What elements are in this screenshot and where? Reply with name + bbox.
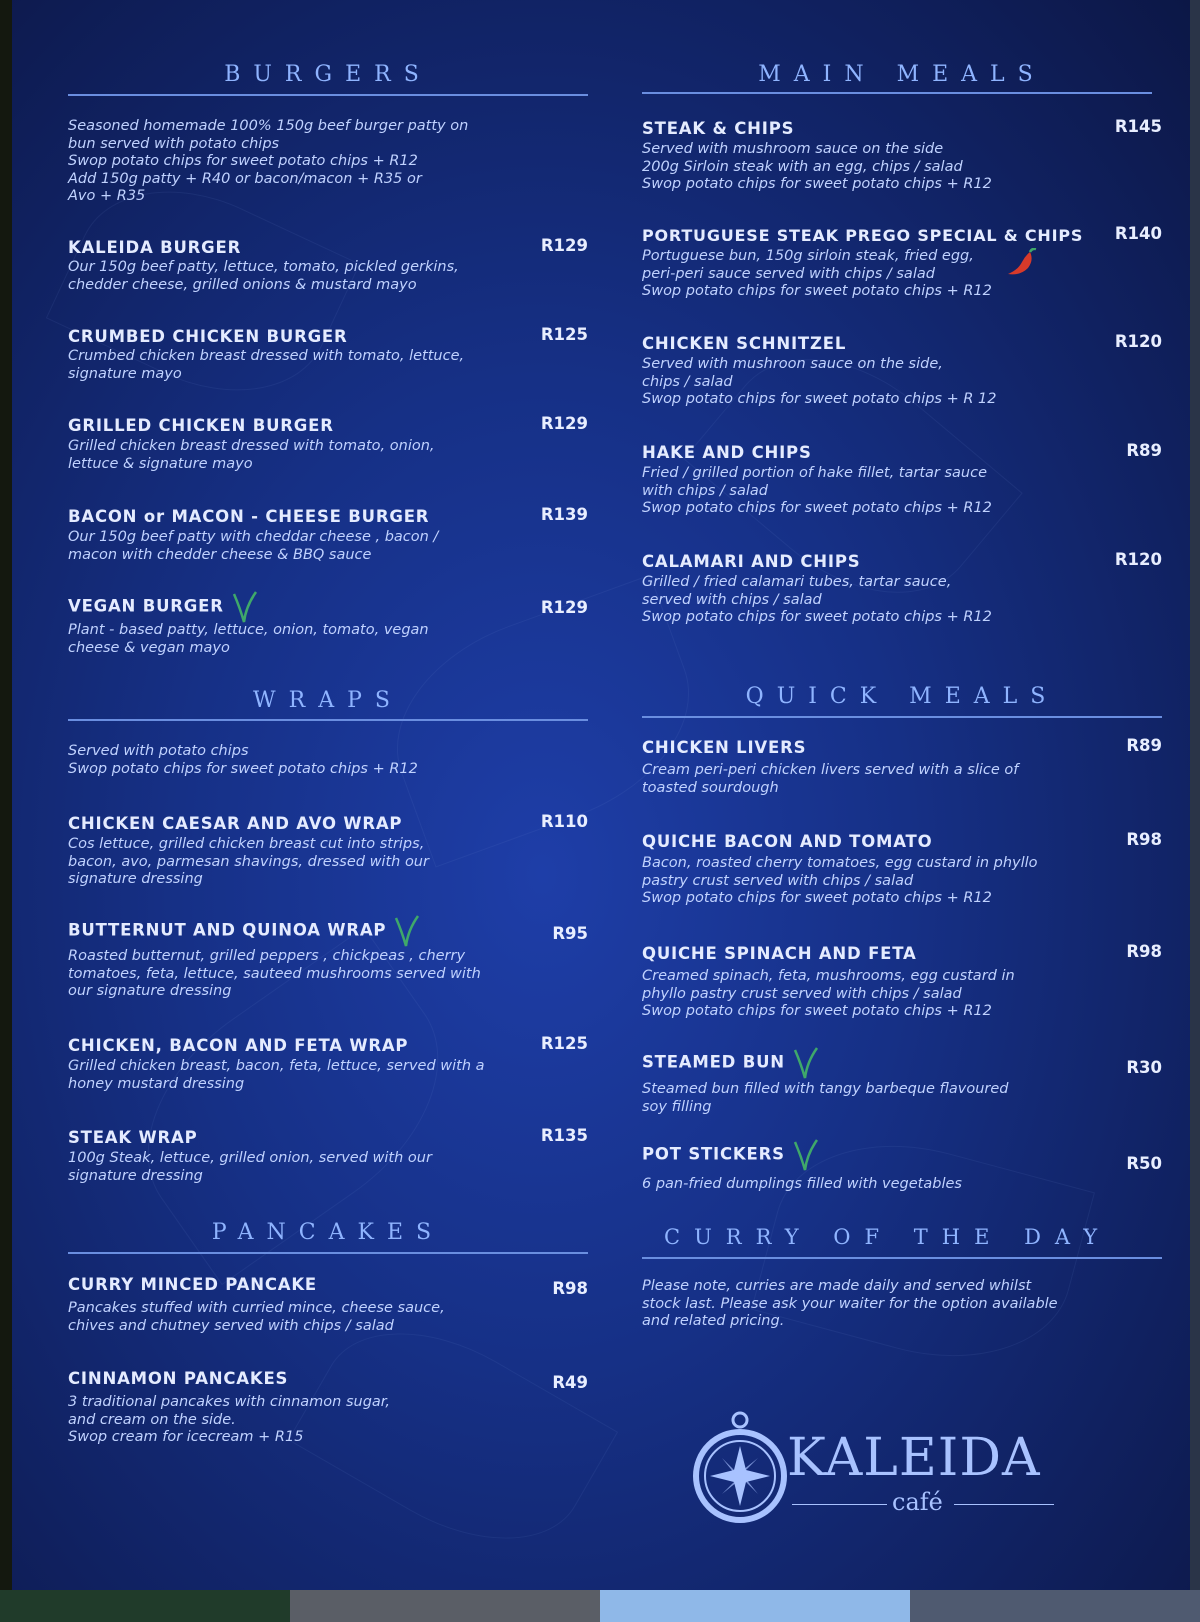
bottom-edge bbox=[0, 1590, 1200, 1622]
item-desc: Crumbed chicken breast dressed with tomato, lettuce, signature mayo bbox=[68, 348, 465, 382]
logo-sub: café bbox=[892, 1488, 943, 1516]
item-name: CHICKEN SCHNITZEL bbox=[642, 334, 847, 353]
item-name: QUICHE SPINACH AND FETA bbox=[642, 944, 917, 963]
item-desc: Served with mushroom sauce on the side 200g Sirloin steak with an egg, chips / salad Swop potato chips for sweet potato chips + R12 bbox=[642, 141, 992, 192]
item-desc: Plant - based patty, lettuce, onion, tomato, vegan cheese & vegan mayo bbox=[68, 622, 429, 656]
section-rule bbox=[642, 716, 1162, 718]
logo-name: KALEIDA bbox=[787, 1428, 1041, 1488]
item-name-vegan bbox=[642, 1138, 819, 1172]
item-name: CALAMARI AND CHIPS bbox=[642, 552, 861, 571]
item-name: PORTUGUESE STEAK PREGO SPECIAL & CHIPS bbox=[642, 226, 1084, 245]
item-price: R129 bbox=[540, 236, 588, 255]
section-title-wraps: WRAPS bbox=[253, 688, 403, 713]
item-name-text: VEGAN BURGER bbox=[68, 596, 224, 616]
item-price: R120 bbox=[1114, 550, 1162, 569]
leaf-icon bbox=[793, 1046, 819, 1080]
item-name-vegan bbox=[68, 914, 420, 948]
section-rule bbox=[642, 92, 1152, 94]
item-price: R49 bbox=[552, 1373, 588, 1392]
bottom-segment bbox=[290, 1590, 600, 1622]
chili-icon bbox=[1004, 248, 1038, 278]
item-name-text: POT STICKERS bbox=[642, 1144, 785, 1164]
burgers-intro: Seasoned homemade 100% 150g beef burger patty on bun served with potato chips Swop potato chips for sweet potato chips + R12 Add 150g patty + R40 or bacon/macon + R35 or Avo + R35 bbox=[68, 118, 469, 204]
item-name: BACON or MACON - CHEESE BURGER bbox=[68, 507, 430, 526]
compass-icon bbox=[692, 1410, 788, 1526]
item-name: CHICKEN, BACON AND FETA WRAP bbox=[68, 1036, 409, 1055]
item-desc: Cream peri-peri chicken livers served with a slice of toasted sourdough bbox=[642, 762, 1019, 796]
menu-board bbox=[12, 0, 1190, 1590]
item-price: R98 bbox=[552, 1279, 588, 1298]
item-name: CHICKEN CAESAR AND AVO WRAP bbox=[68, 814, 403, 833]
leaf-icon bbox=[793, 1138, 819, 1172]
item-price: R125 bbox=[540, 325, 588, 344]
item-price: R135 bbox=[540, 1126, 588, 1145]
section-rule bbox=[68, 1252, 588, 1254]
item-price: R89 bbox=[1126, 736, 1162, 755]
logo-line bbox=[792, 1504, 887, 1505]
item-desc: Our 150g beef patty, lettuce, tomato, pickled gerkins, chedder cheese, grilled onions & mustard mayo bbox=[68, 259, 459, 293]
item-name-text: STEAMED BUN bbox=[642, 1052, 785, 1072]
section-rule bbox=[642, 1257, 1162, 1259]
bottom-segment bbox=[910, 1590, 1200, 1622]
wraps-intro: Served with potato chips Swop potato chips for sweet potato chips + R12 bbox=[68, 743, 418, 777]
item-name: QUICHE BACON AND TOMATO bbox=[642, 832, 933, 851]
item-desc: Served with mushroon sauce on the side, chips / salad Swop potato chips for sweet potato chips + R 12 bbox=[642, 356, 997, 407]
item-desc: Grilled / fried calamari tubes, tartar sauce, served with chips / salad Swop potato chips for sweet potato chips + R12 bbox=[642, 574, 992, 625]
item-price: R140 bbox=[1114, 224, 1162, 243]
item-desc: 3 traditional pancakes with cinnamon sugar, and cream on the side. Swop cream for icecream + R15 bbox=[68, 1394, 391, 1445]
item-name: CRUMBED CHICKEN BURGER bbox=[68, 327, 348, 346]
item-price: R98 bbox=[1126, 942, 1162, 961]
item-desc: Creamed spinach, feta, mushrooms, egg custard in phyllo pastry crust served with chips / salad Swop potato chips for sweet potato chips + R12 bbox=[642, 968, 1015, 1019]
item-desc: Pancakes stuffed with curried mince, cheese sauce, chives and chutney served with chips / salad bbox=[68, 1300, 445, 1334]
bottom-segment bbox=[0, 1590, 290, 1622]
item-name: STEAK WRAP bbox=[68, 1128, 198, 1147]
item-desc: Steamed bun filled with tangy barbeque flavoured soy filling bbox=[642, 1081, 1009, 1115]
item-name: CHICKEN LIVERS bbox=[642, 738, 807, 757]
item-price: R139 bbox=[540, 505, 588, 524]
item-desc: Cos lettuce, grilled chicken breast cut into strips, bacon, avo, parmesan shavings, dressed with our signature dressing bbox=[68, 836, 429, 887]
item-price: R129 bbox=[540, 414, 588, 433]
section-title-pancakes: PANCAKES bbox=[211, 1220, 445, 1245]
item-name: STEAK & CHIPS bbox=[642, 119, 795, 138]
leaf-icon bbox=[394, 914, 420, 948]
item-price: R120 bbox=[1114, 332, 1162, 351]
curry-note: Please note, curries are made daily and served whilst stock last. Please ask your waiter for the option available and related pricing. bbox=[642, 1278, 1058, 1329]
left-edge bbox=[0, 0, 12, 1622]
section-rule bbox=[68, 94, 588, 96]
item-desc: Roasted butternut, grilled peppers , chickpeas , cherry tomatoes, feta, lettuce, sauteed mushrooms served with our signature dressing bbox=[68, 948, 481, 999]
item-desc: Bacon, roasted cherry tomatoes, egg custard in phyllo pastry crust served with chips / salad Swop potato chips for sweet potato chips + R12 bbox=[642, 855, 1038, 906]
item-desc: Grilled chicken breast, bacon, feta, lettuce, served with a honey mustard dressing bbox=[68, 1058, 485, 1092]
item-name: CINNAMON PANCAKES bbox=[68, 1369, 289, 1388]
item-price: R30 bbox=[1126, 1058, 1162, 1077]
item-desc: Portuguese bun, 150g sirloin steak, fried egg, peri-peri sauce served with chips / salad Swop potato chips for sweet potato chips + R12 bbox=[642, 248, 992, 299]
item-name-text: BUTTERNUT AND QUINOA WRAP bbox=[68, 920, 387, 940]
item-name-vegan bbox=[68, 590, 258, 624]
item-price: R50 bbox=[1126, 1154, 1162, 1173]
kaleida-logo bbox=[692, 1410, 1072, 1530]
item-desc: Our 150g beef patty with cheddar cheese , bacon / macon with chedder cheese & BBQ sauce bbox=[68, 529, 439, 563]
item-name: HAKE AND CHIPS bbox=[642, 443, 812, 462]
item-name: KALEIDA BURGER bbox=[68, 238, 242, 257]
section-rule bbox=[68, 719, 588, 721]
leaf-icon bbox=[232, 590, 258, 624]
item-price: R98 bbox=[1126, 830, 1162, 849]
item-desc: 6 pan-fried dumplings filled with vegetables bbox=[642, 1176, 962, 1192]
item-price: R89 bbox=[1126, 441, 1162, 460]
item-name-vegan bbox=[642, 1046, 819, 1080]
item-desc: Fried / grilled portion of hake fillet, tartar sauce with chips / salad Swop potato chips for sweet potato chips + R12 bbox=[642, 465, 992, 516]
logo-line bbox=[954, 1504, 1054, 1505]
right-edge bbox=[1190, 0, 1200, 1622]
item-desc: Grilled chicken breast dressed with tomato, onion, lettuce & signature mayo bbox=[68, 438, 435, 472]
item-name: GRILLED CHICKEN BURGER bbox=[68, 416, 334, 435]
item-price: R95 bbox=[552, 924, 588, 943]
item-price: R125 bbox=[540, 1034, 588, 1053]
section-title-main-meals: MAIN MEALS bbox=[758, 62, 1046, 87]
item-desc: 100g Steak, lettuce, grilled onion, served with our signature dressing bbox=[68, 1150, 432, 1184]
section-title-quick-meals: QUICK MEALS bbox=[745, 684, 1059, 709]
item-name: CURRY MINCED PANCAKE bbox=[68, 1275, 317, 1294]
section-title-burgers: BURGERS bbox=[224, 62, 432, 87]
bottom-segment bbox=[600, 1590, 910, 1622]
section-title-curry: CURRY OF THE DAY bbox=[664, 1225, 1112, 1249]
item-price: R110 bbox=[540, 812, 588, 831]
item-price: R145 bbox=[1114, 117, 1162, 136]
item-price: R129 bbox=[540, 598, 588, 617]
